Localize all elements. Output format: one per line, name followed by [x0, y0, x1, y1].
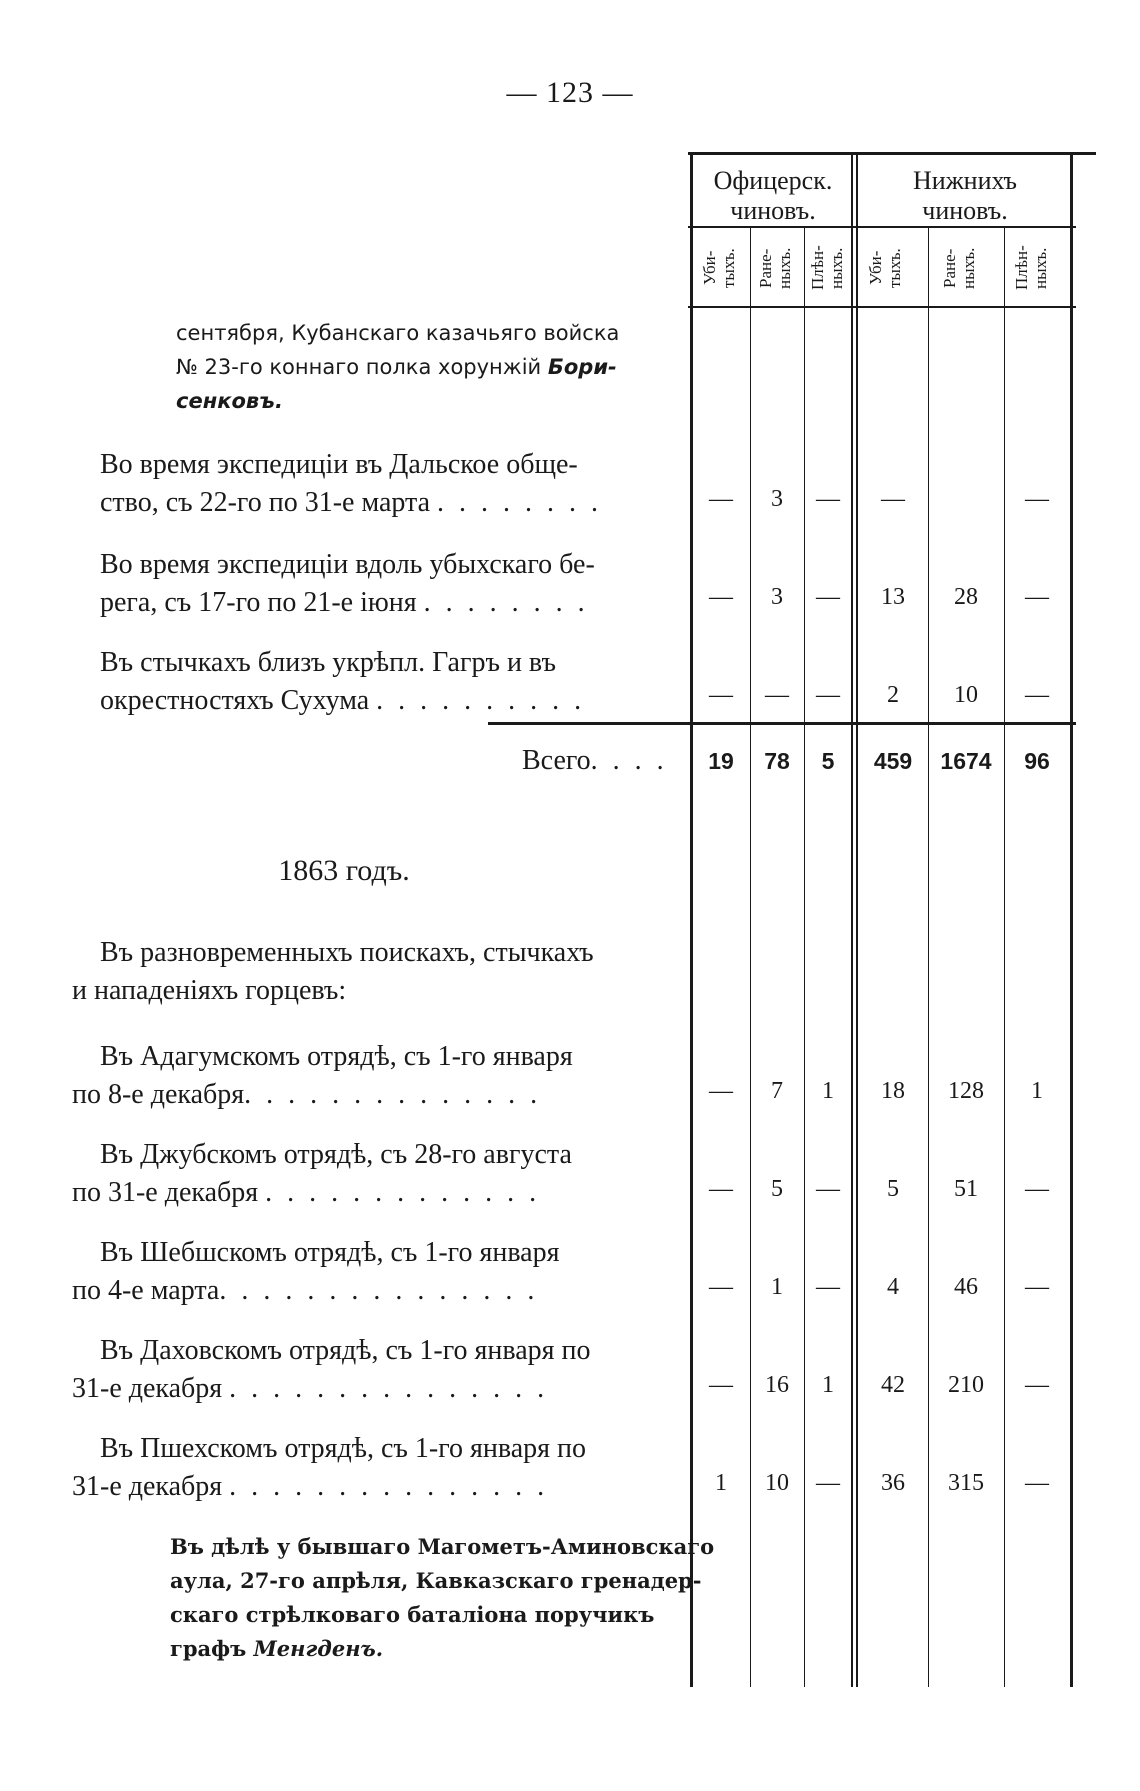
row-1863-dakhov [72, 1332, 591, 1408]
cell: 42 [881, 1372, 905, 1398]
cell: — [881, 486, 905, 512]
cell: 459 [873, 748, 913, 774]
cell: 36 [881, 1470, 905, 1496]
row-text-2: по 8-е декабря. . . . . . . . . . . . . . [72, 1079, 542, 1110]
cell: — [709, 1372, 733, 1398]
header-officers-line2: чиновъ. [730, 196, 816, 225]
cell: 2 [887, 682, 899, 708]
cell: 5 [771, 1176, 783, 1202]
cell: 3 [771, 486, 783, 512]
row-text-1: Въ Даховскомъ отрядѣ, съ 1-го января по [100, 1335, 591, 1366]
cell: — [709, 1274, 733, 1300]
row-text-2: по 31-е декабря . . . . . . . . . . . . . [72, 1177, 541, 1208]
intro-line-3: сенковъ. [176, 389, 283, 413]
cell: — [1025, 1274, 1049, 1300]
cell: 4 [887, 1274, 899, 1300]
cell: — [816, 486, 840, 512]
cell: — [1025, 1176, 1049, 1202]
row-text-1: Въ Пшехскомъ отрядѣ, съ 1-го января по [100, 1433, 587, 1464]
subheader-wounded-lower: Ране- ныхъ. [940, 247, 978, 289]
row-1862-ubykh [100, 546, 595, 622]
row-text-1: Въ Джубскомъ отрядѣ, съ 28-го августа [100, 1139, 572, 1170]
cell: — [709, 682, 733, 708]
cell: 10 [954, 682, 978, 708]
cell: 1 [1031, 1078, 1043, 1104]
header-officers [696, 166, 850, 226]
intro-line-1: сентября, Кубанскаго казачьяго войска [176, 321, 620, 345]
subheader-killed-lower: Уби- тыхъ. [866, 248, 904, 288]
cell: 3 [771, 584, 783, 610]
cell: 128 [948, 1078, 984, 1104]
outro-line-1: Въ дѣлѣ у бывшаго Магометъ-Аминовскаго [170, 1534, 715, 1559]
row-text-1: Въ Шебшскомъ отрядѣ, съ 1-го января [100, 1237, 560, 1268]
row-text-1: Въ Адагумскомъ отрядѣ, съ 1-го января [100, 1041, 573, 1072]
row-1862-gagry [100, 644, 585, 720]
intro-note [176, 316, 619, 418]
cell: 10 [765, 1470, 789, 1496]
intro-line-2: № 23-го коннаго полка хорунжій Бори- [176, 355, 617, 379]
cell: — [765, 682, 789, 708]
header-lower-line2: чиновъ. [922, 196, 1008, 225]
cell: — [1025, 682, 1049, 708]
row-1863-shebsh [72, 1234, 560, 1310]
row-text-2: 31-е декабря . . . . . . . . . . . . . . . [72, 1373, 549, 1404]
cell: — [709, 584, 733, 610]
header-lower-line1: Нижнихъ [913, 166, 1017, 195]
cell: 51 [954, 1176, 978, 1202]
header-lower-ranks [862, 166, 1068, 226]
subheader-captured-officers: Плѣн- ныхъ. [808, 245, 846, 291]
subheader-captured-lower: Плѣн- ныхъ. [1012, 245, 1050, 291]
cell: 96 [1024, 748, 1050, 774]
row-text-2: 31-е декабря . . . . . . . . . . . . . . . [72, 1471, 549, 1502]
cell: 18 [881, 1078, 905, 1104]
cell: — [816, 1274, 840, 1300]
cell: 1 [822, 1372, 834, 1398]
row-text-2: рега, съ 17-го по 21-е іюня . . . . . . . . [100, 587, 589, 618]
row-1862-dalskoe [100, 446, 602, 522]
row-1863-pshekh [72, 1430, 587, 1506]
subheader-wounded-officers: Ране- ныхъ. [756, 247, 794, 289]
section-intro-line-2: и нападеніяхъ горцевъ: [72, 975, 347, 1006]
cell: 7 [771, 1078, 783, 1104]
outro-line-3: скаго стрѣлковаго баталіона поручикъ [170, 1602, 655, 1627]
section-intro [72, 934, 594, 1010]
cell: 5 [821, 748, 835, 774]
cell: — [709, 486, 733, 512]
cell: — [1025, 584, 1049, 610]
row-1863-adagum [72, 1038, 573, 1114]
total-label: Всего. . . . [522, 745, 668, 776]
cell: 13 [881, 584, 905, 610]
subheader-killed-officers: Уби- тыхъ. [700, 248, 738, 288]
cell: 78 [764, 748, 790, 774]
cell: 1 [715, 1470, 727, 1496]
row-text-1: Во время экспедиціи вдоль убыхскаго бе- [100, 549, 595, 580]
page-number: — 123 — [506, 76, 634, 109]
row-text-2: ство, съ 22-го по 31-е марта . . . . . . . . [100, 487, 603, 518]
cell: 1 [822, 1078, 834, 1104]
cell: 5 [887, 1176, 899, 1202]
cell: 210 [948, 1372, 984, 1398]
row-text-2: по 4-е марта. . . . . . . . . . . . . . . [72, 1275, 539, 1306]
row-text-1: Во время экспедиціи въ Дальское обще- [100, 449, 578, 480]
cell: 46 [954, 1274, 978, 1300]
row-text-1: Въ стычкахъ близъ укрѣпл. Гагръ и въ [100, 647, 556, 678]
cell: 16 [765, 1372, 789, 1398]
cell: — [816, 1470, 840, 1496]
cell: 19 [708, 748, 734, 774]
cell: 28 [954, 584, 978, 610]
row-1863-dzhub [72, 1136, 572, 1212]
section-intro-line-1: Въ разновременныхъ поискахъ, стычкахъ [100, 937, 594, 968]
year-heading: 1863 годъ. [278, 854, 410, 887]
cell: — [709, 1078, 733, 1104]
outro-line-4: графъ Менгденъ. [170, 1636, 384, 1661]
cell: — [816, 1176, 840, 1202]
header-officers-line1: Офицерск. [713, 166, 833, 195]
cell: 1 [771, 1274, 783, 1300]
cell: 315 [948, 1470, 984, 1496]
outro-note [170, 1530, 714, 1666]
row-text-2: окрестностяхъ Сухума . . . . . . . . . . [100, 685, 586, 716]
cell: — [709, 1176, 733, 1202]
cell: — [816, 682, 840, 708]
cell: — [1025, 1372, 1049, 1398]
cell: 1674 [940, 748, 992, 774]
cell: — [816, 584, 840, 610]
cell: — [1025, 1470, 1049, 1496]
cell: — [1025, 486, 1049, 512]
outro-line-2: аула, 27-го апрѣля, Кавказскаго гренадер- [170, 1568, 702, 1593]
